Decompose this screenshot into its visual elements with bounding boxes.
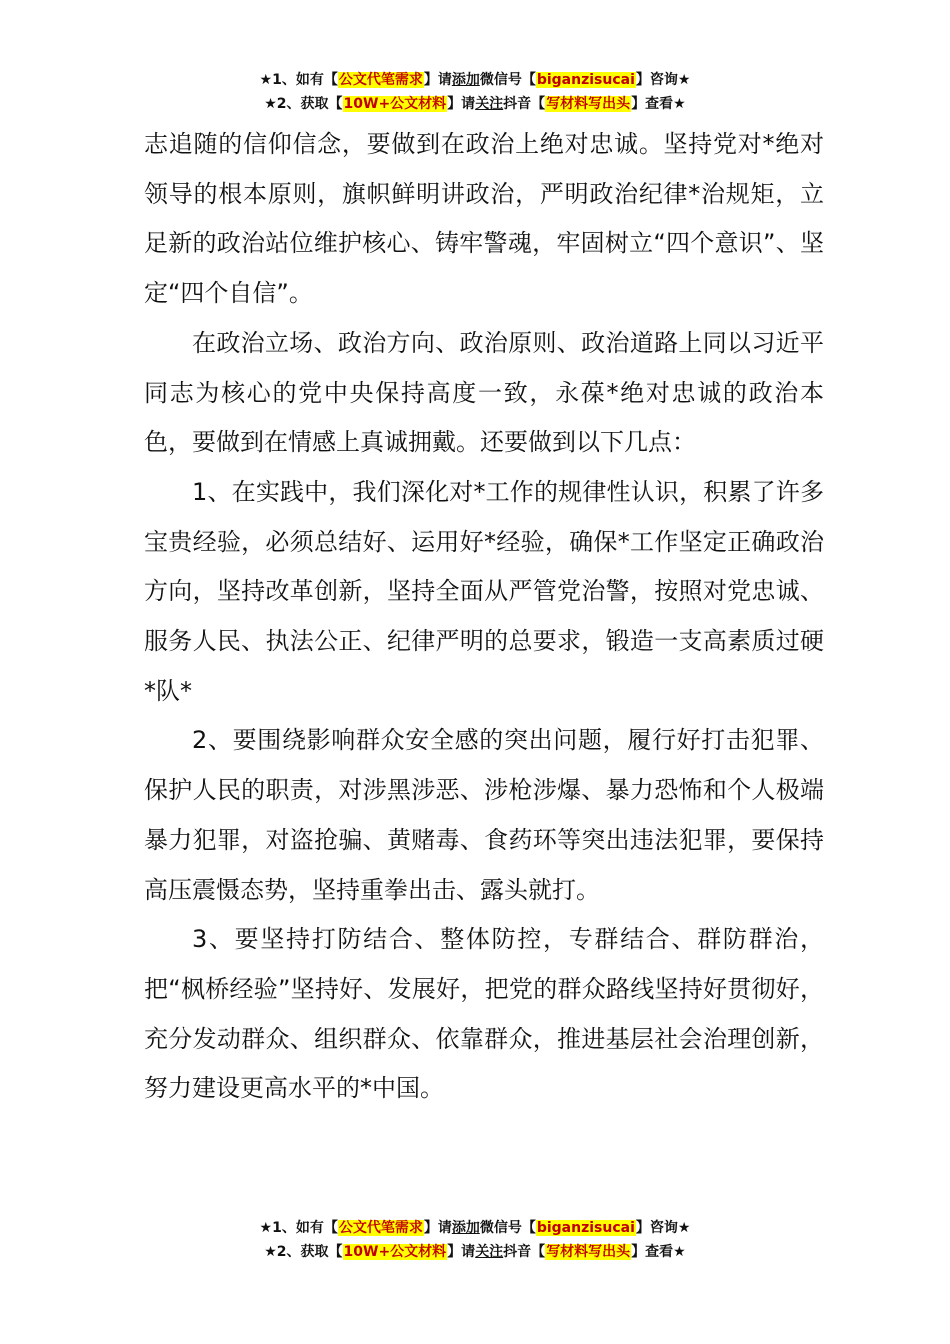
footer-line-1-highlight-wechat: biganzisucai <box>536 1220 635 1236</box>
header-line-2 <box>0 92 950 116</box>
footer-line-2-highlight-materials: 10W+公文材料 <box>343 1244 447 1260</box>
paragraph-point-1: 1、在实践中，我们深化对*工作的规律性认识，积累了许多宝贵经验，必须总结好、运用好*经验，确保*工作坚定正确政治方向，坚持改革创新，坚持全面从严管党治警，按照对党忠诚、服务人民、执法公正、纪律严明的总要求，锻造一支高素质过硬*队* <box>144 477 824 705</box>
paragraph-loyalty: 志追随的信仰信念，要做到在政治上绝对忠诚。坚持党对*绝对领导的根本原则，旗帜鲜明讲政治，严明政治纪律*治规矩，立足新的政治站位维护核心、铸牢警魂，牢固树立“四个意识”、坚定“四个自信”。 <box>144 130 824 308</box>
footer-line-1-suffix: 】咨询★ <box>635 1220 691 1236</box>
paragraph-point-2: 2、要围绕影响群众安全感的突出问题，履行好打击犯罪、保护人民的职责，对涉黑涉恶、涉枪涉爆、暴力恐怖和个人极端暴力犯罪，对盗抢骗、黄赌毒、食药环等突出违法犯罪，要保持高压震慑态势，坚持重拳出击、露头就打。 <box>144 726 824 904</box>
footer-line-2 <box>0 1240 950 1264</box>
header-line-1-text-2: 微信号【 <box>479 72 536 88</box>
header-line-2-highlight-materials: 10W+公文材料 <box>343 96 447 112</box>
header-line-1-highlight-service: 公文代笔需求 <box>338 72 423 88</box>
header-line-2-underlined: 关注 <box>475 96 504 112</box>
header-line-2-prefix: ★2、获取【 <box>264 96 343 112</box>
footer-line-2-highlight-douyin: 写材料写出头 <box>546 1244 631 1260</box>
header-line-1 <box>0 68 950 92</box>
header-line-2-text-2: 抖音【 <box>503 96 546 112</box>
footer-line-1-prefix: ★1、如有【 <box>259 1220 338 1236</box>
footer-line-2-underlined: 关注 <box>475 1244 504 1260</box>
footer-line-2-text: 】请 <box>447 1244 476 1260</box>
footer-line-2-suffix: 】查看★ <box>631 1244 686 1260</box>
footer-line-1 <box>0 1216 950 1240</box>
footer-banner <box>0 1216 950 1264</box>
footer-line-1-highlight-service: 公文代笔需求 <box>338 1220 423 1236</box>
header-line-2-highlight-douyin: 写材料写出头 <box>546 96 631 112</box>
header-line-1-underlined: 添加 <box>451 72 480 88</box>
header-line-2-text: 】请 <box>447 96 476 112</box>
footer-line-2-prefix: ★2、获取【 <box>264 1244 343 1260</box>
document-body <box>144 120 824 1114</box>
footer-line-1-text: 】请 <box>423 1220 452 1236</box>
paragraph-point-3: 3、要坚持打防结合、整体防控，专群结合、群防群治，把“枫桥经验”坚持好、发展好，把党的群众路线坚持好贯彻好，充分发动群众、组织群众、依靠群众，推进基层社会治理创新，努力建设更高水平的*中国。 <box>144 925 824 1103</box>
header-line-1-text: 】请 <box>423 72 452 88</box>
footer-line-2-text-2: 抖音【 <box>503 1244 546 1260</box>
footer-line-1-underlined: 添加 <box>451 1220 480 1236</box>
header-line-1-prefix: ★1、如有【 <box>259 72 338 88</box>
header-line-1-suffix: 】咨询★ <box>635 72 691 88</box>
header-banner <box>0 68 950 116</box>
footer-line-1-text-2: 微信号【 <box>479 1220 536 1236</box>
paragraph-political-alignment: 在政治立场、政治方向、政治原则、政治道路上同以习近平同志为核心的党中央保持高度一致，永葆*绝对忠诚的政治本色，要做到在情感上真诚拥戴。还要做到以下几点： <box>144 328 824 457</box>
header-line-1-highlight-wechat: biganzisucai <box>536 72 635 88</box>
header-line-2-suffix: 】查看★ <box>631 96 686 112</box>
